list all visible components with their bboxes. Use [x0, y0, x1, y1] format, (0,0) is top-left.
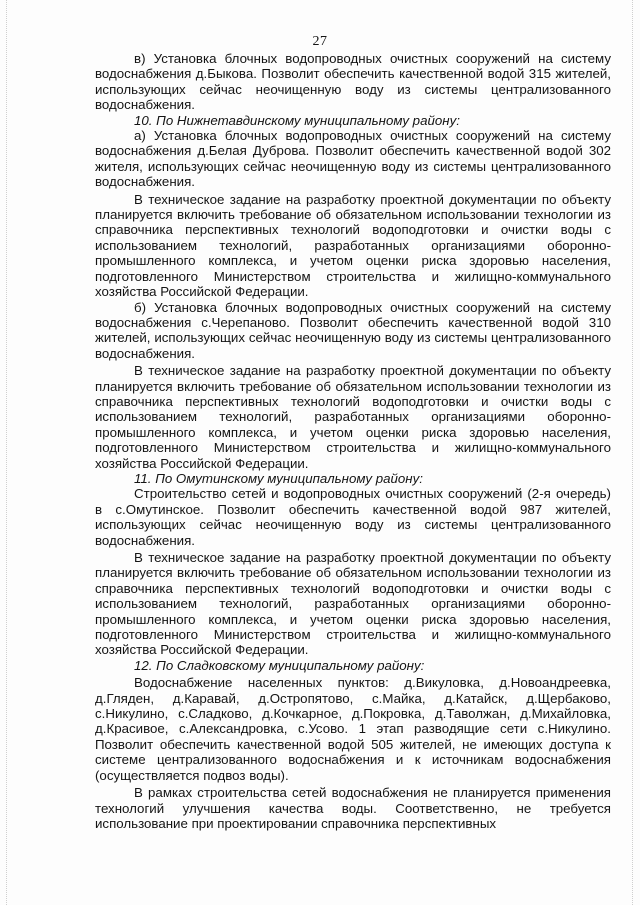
paragraph: в) Установка блочных водопроводных очистных сооружений на систему водоснабжения д.Быкова. Позволит обеспечить качественной водой 315 жителей, использующих сейчас неочищенную воду из системы централизованного водоснабжения. — [95, 51, 611, 113]
paragraph: Строительство сетей и водопроводных очистных сооружений (2-я очередь) в с.Омутинское. Позволит обеспечить качественной водой 987 жителей, использующих сейчас неочищенную воду из системы централизованного водоснабжения. — [95, 486, 611, 548]
paragraph: В рамках строительства сетей водоснабжения не планируется применения технологий улучшения качества воды. Соответственно, не требуется использование при проектировании справочника перспективных — [95, 785, 611, 831]
paragraph: В техническое задание на разработку проектной документации по объекту планируется включить требование об обязательном использовании технологии из справочника перспективных технологий водоподготовки и очистки воды с использованием технологий, разработанных организациями оборонно-промышленного комплекса, и учетом оценки риска здоровью населения, подготовленного Министерством строительства и жилищно-коммунального хозяйства Российской Федерации. — [95, 363, 611, 471]
page-number: 27 — [312, 34, 328, 49]
paragraph: В техническое задание на разработку проектной документации по объекту планируется включить требование об обязательном использовании технологии из справочника перспективных технологий водоподготовки и очистки воды с использованием технологий, разработанных организациями оборонно-промышленного комплекса, и учетом оценки риска здоровью населения, подготовленного Министерством строительства и жилищно-коммунального хозяйства Российской Федерации. — [95, 550, 611, 658]
scan-edge-right — [632, 0, 634, 905]
paragraph: а) Установка блочных водопроводных очистных сооружений на систему водоснабжения д.Белая Дуброва. Позволит обеспечить качественной водой 302 жителя, использующих сейчас неочищенную воду из системы централизованного водоснабжения. — [95, 128, 611, 190]
document-body — [95, 51, 611, 831]
section-heading: 11. По Омутинскому муниципальному району: — [134, 470, 423, 486]
section-heading: 10. По Нижнетавдинскому муниципальному району: — [134, 112, 460, 128]
scan-edge-left — [6, 0, 8, 905]
paragraph: Водоснабжение населенных пунктов: д.Викуловка, д.Новоандреевка, д.Гляден, д.Каравай, д.Остропятово, с.Майка, д.Катайск, д.Щербаково, с.Никулино, с.Сладково, д.Кочкарное, д.Покровка, д.Таволжан, д.Михайловка, д.Красивое, с.Александровка, с.Усово. 1 этап разводящие сети с.Никулино. Позволит обеспечить качественной водой 505 жителей, не имеющих доступа к системе централизованного водоснабжения и к источникам водоснабжения (осуществляется подвоз воды). — [95, 675, 611, 783]
paragraph: В техническое задание на разработку проектной документации по объекту планируется включить требование об обязательном использовании технологии из справочника перспективных технологий водоподготовки и очистки воды с использованием технологий, разработанных организациями оборонно-промышленного комплекса, и учетом оценки риска здоровью населения, подготовленного Министерством строительства и жилищно-коммунального хозяйства Российской Федерации. — [95, 191, 611, 300]
section-heading: 12. По Сладковскому муниципальному району: — [134, 657, 425, 673]
paragraph: б) Установка блочных водопроводных очистных сооружений на систему водоснабжения с.Черепаново. Позволит обеспечить качественной водой 310 жителей, использующих сейчас неочищенную воду из системы централизованного водоснабжения. — [95, 299, 611, 361]
